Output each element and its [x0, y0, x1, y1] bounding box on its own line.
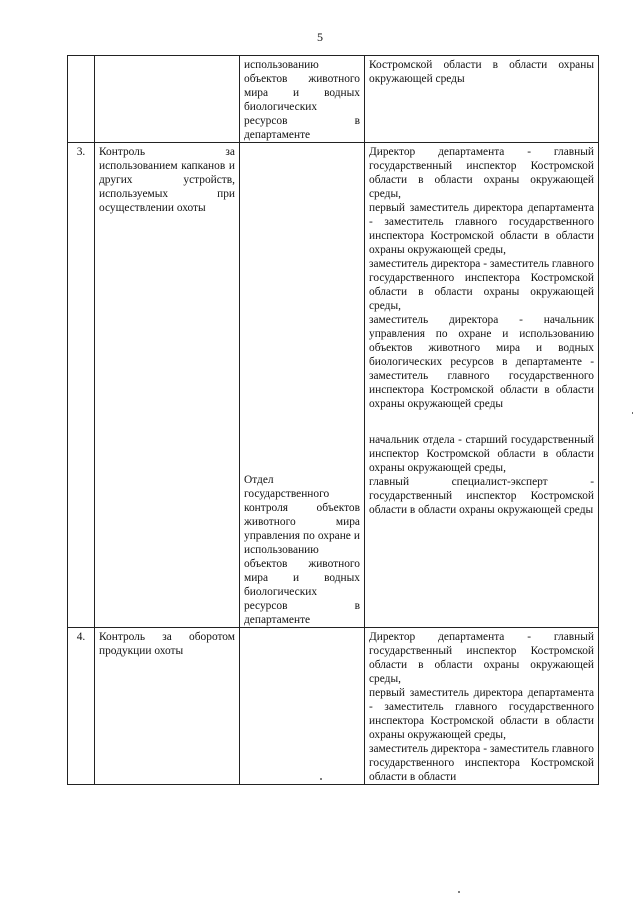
official-entry: первый заместитель директора департамента - заместитель главного государственного инспектора Костромской области в области охраны окружающей среды,	[369, 202, 594, 256]
responsible-unit	[240, 628, 365, 785]
official-entry: Костромской области в области охраны окружающей среды	[369, 59, 594, 85]
official-entry: заместитель директора - начальник управления по охране и использованию объектов животного мира и водных биологических ресурсов в департаменте - заместитель главного государственного инспектора Костромской области в области охраны окружающей среды	[369, 314, 594, 410]
row-number: 4.	[68, 628, 95, 785]
official-entry: главный специалист-эксперт - государственный инспектор Костромской области в области охраны окружающей среды	[369, 476, 594, 516]
official-entry: первый заместитель директора департамента - заместитель главного государственного инспектора Костромской области в области охраны окружающей среды,	[369, 687, 594, 741]
official-entry: начальник отдела - старший государственный инспектор Костромской области в области охраны окружающей среды,	[369, 434, 594, 474]
official-entry: Директор департамента - главный государственный инспектор Костромской области в области охраны окружающей среды,	[369, 146, 594, 200]
responsible-unit-top	[244, 145, 360, 451]
official-entry: заместитель директора - заместитель главного государственного инспектора Костромской области в области охраны окружающей среды,	[369, 258, 594, 312]
table-row-3	[68, 143, 599, 628]
row-number: 3.	[68, 143, 95, 628]
page-number: 5	[317, 30, 323, 44]
official-entry: заместитель директора - заместитель главного государственного инспектора Костромской области в области	[369, 743, 594, 783]
responsible-unit	[240, 143, 365, 628]
responsible-unit-bottom: Отдел государственного контроля объектов животного мира управления по охране и использованию объектов животного мира и водных биологических ресурсов в департаменте	[244, 474, 360, 626]
table-row-4	[68, 628, 599, 785]
control-activity	[95, 56, 240, 143]
responsible-unit: использованию объектов животного мира и водных биологических ресурсов в департаменте	[240, 56, 365, 143]
control-functions-table	[67, 55, 599, 785]
scan-speck	[320, 778, 322, 780]
authorized-officials	[365, 628, 599, 785]
table-row-continuation	[68, 56, 599, 143]
row-number	[68, 56, 95, 143]
scan-speck	[632, 412, 633, 414]
official-entry: Директор департамента - главный государственный инспектор Костромской области в области охраны окружающей среды,	[369, 631, 594, 685]
scan-speck	[458, 891, 460, 893]
control-activity: Контроль за оборотом продукции охоты	[95, 628, 240, 785]
authorized-officials	[365, 143, 599, 628]
control-activity: Контроль за использованием капканов и других устройств, используемых при осуществлении охоты	[95, 143, 240, 628]
authorized-officials	[365, 56, 599, 143]
